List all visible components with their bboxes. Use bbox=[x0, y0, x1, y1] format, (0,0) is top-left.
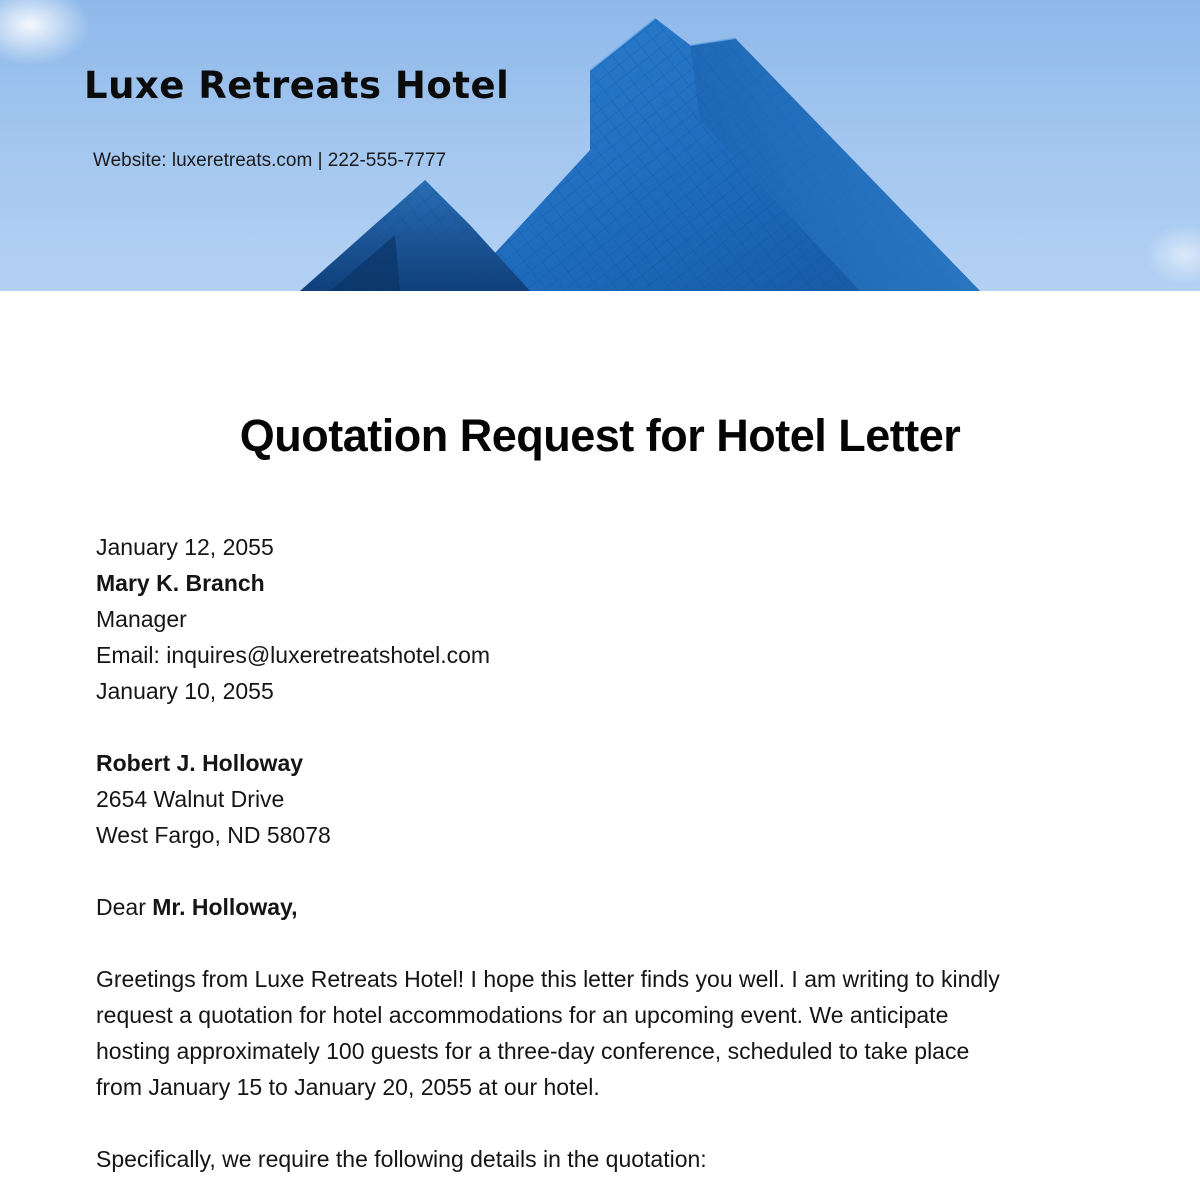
letter-body bbox=[96, 529, 1106, 1177]
hotel-name: Luxe Retreats Hotel bbox=[84, 64, 510, 107]
header-banner bbox=[0, 0, 1200, 291]
paragraph-1-line: from January 15 to January 20, 2055 at our hotel. bbox=[96, 1074, 600, 1100]
sender-date: January 12, 2055 bbox=[96, 534, 274, 560]
salutation-prefix: Dear bbox=[96, 894, 153, 920]
sender-date-2: January 10, 2055 bbox=[96, 678, 274, 704]
document-title: Quotation Request for Hotel Letter bbox=[239, 410, 961, 461]
paragraph-1-line: Greetings from Luxe Retreats Hotel! I hope this letter finds you well. I am writing to kindly bbox=[96, 966, 1000, 992]
sender-email: Email: inquires@luxeretreatshotel.com bbox=[96, 642, 491, 668]
paragraph-1-line: request a quotation for hotel accommodations for an upcoming event. We anticipate bbox=[96, 1002, 949, 1028]
contact-line: Website: luxeretreats.com | 222-555-7777 bbox=[93, 150, 447, 171]
salutation bbox=[96, 889, 1106, 925]
sender-role: Manager bbox=[96, 606, 187, 632]
salutation-name: Mr. Holloway, bbox=[152, 894, 298, 920]
recipient-street: 2654 Walnut Drive bbox=[96, 786, 285, 812]
recipient-name: Robert J. Holloway bbox=[96, 750, 304, 776]
skyscraper-photo bbox=[0, 0, 1200, 291]
recipient-city: West Fargo, ND 58078 bbox=[96, 822, 331, 848]
paragraph-1-line: hosting approximately 100 guests for a three-day conference, scheduled to take place bbox=[96, 1038, 970, 1064]
paragraph-2: Specifically, we require the following details in the quotation: bbox=[96, 1146, 707, 1172]
sender-name: Mary K. Branch bbox=[96, 570, 265, 596]
